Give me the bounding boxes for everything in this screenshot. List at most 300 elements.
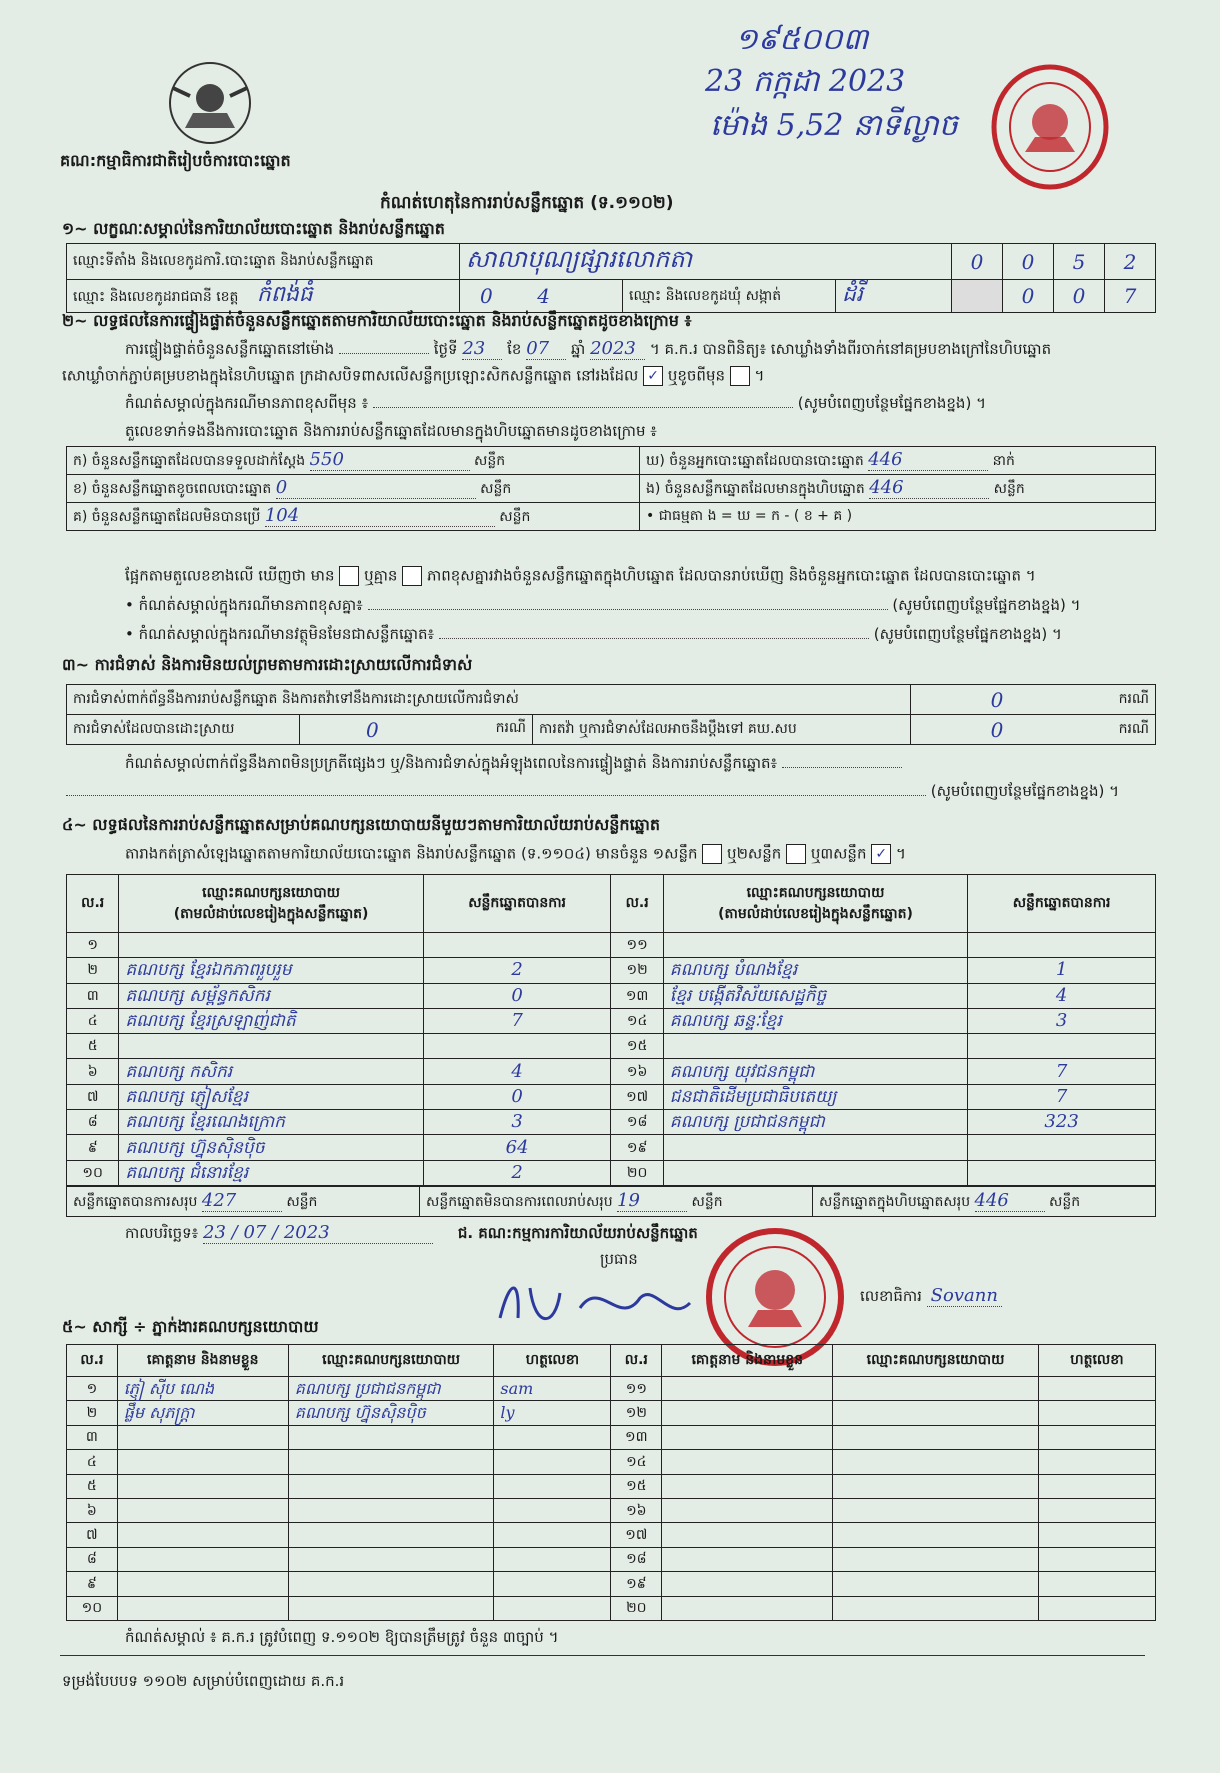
row-number: ៣ <box>67 983 119 1008</box>
table-row <box>67 1059 1156 1084</box>
secretary-line <box>860 1285 1002 1309</box>
party-name: គណបក្ស បំណងខ្មែរ <box>663 958 967 983</box>
complaint-label: ការជំទាស់ពាក់ព័ន្ធនឹងការរាប់សន្លឹកឆ្នោត និងការតវ៉ាទៅនឹងការដោះស្រាយលើការជំទាស់ <box>67 685 911 715</box>
row-number: ៦ <box>67 1498 118 1522</box>
witness-party <box>833 1377 1039 1401</box>
col-party-subtitle: (តាមលំដាប់លេខរៀងក្នុងសន្លឹកឆ្នោត) <box>718 905 913 922</box>
time-field <box>339 353 429 354</box>
witness-signature <box>494 1450 611 1474</box>
unit-label: នាក់ <box>992 453 1015 469</box>
witness-signature <box>494 1572 611 1596</box>
witness-party <box>833 1596 1039 1620</box>
secretary-signature: Sovann <box>927 1285 1002 1307</box>
location-code-digit: 5 <box>1054 244 1105 280</box>
witness-signature <box>1038 1474 1155 1498</box>
row-number: ១១ <box>611 933 663 958</box>
form-title: កំណត់ហេតុនៃការរាប់សន្លឹកឆ្នោត (ទ.១១០២) <box>380 193 674 213</box>
row-number: ១៣ <box>611 983 663 1008</box>
province-code-digit: 4 <box>537 284 550 308</box>
witness-signature <box>494 1498 611 1522</box>
foreign-object-bullet <box>125 625 1165 647</box>
witness-party <box>288 1425 494 1449</box>
received-ballots-row <box>67 447 640 475</box>
unit-label: សន្លឹក <box>480 481 512 497</box>
ballot-figures-table <box>66 446 1156 531</box>
party-name: គណបក្ស ប្រជាជនកម្ពុជា <box>663 1110 967 1135</box>
witness-name: ភ្ញៀ ស៊ីប ណេង <box>117 1377 288 1401</box>
total-valid-cell <box>67 1187 420 1217</box>
row-number: ៥ <box>67 1034 119 1059</box>
witness-party <box>833 1474 1039 1498</box>
vote-count: 7 <box>968 1084 1156 1109</box>
appeal-label: ការតវ៉ា ឬការជំទាស់ដែលអាចនឹងប្ដឹងទៅ គឃ.សប <box>533 715 911 745</box>
witness-name <box>117 1474 288 1498</box>
discrepancy-line <box>125 566 1036 589</box>
fill-back-note: (សូមបំពេញបន្ថែមផ្នែកខាងខ្នង) ។ <box>873 625 1062 643</box>
voters-row <box>640 447 1156 475</box>
row-number: ៤ <box>67 1450 118 1474</box>
unused-ballots-value: 104 <box>265 505 495 527</box>
col-party-title: ឈ្មោះគណបក្សនយោបាយ <box>202 884 340 901</box>
row-number: ១៥ <box>611 1474 662 1498</box>
row-number: ៣ <box>67 1425 118 1449</box>
appeal-value: 0 <box>911 715 1084 745</box>
seal-text: សោឃ្លាំចាក់ភ្ជាប់គម្របខាងក្នុងនៃហិបឆ្នោត ក្រដាសបិទពាសលើសន្លឹកប្រឡោះសិកសន្លឹកឆ្នោត នៅរងដែល <box>62 366 639 385</box>
total-valid-value: 427 <box>202 1190 282 1212</box>
discrepancy-label: ផ្អែកតាមតួលេខខាងលើ ឃើញថា មាន <box>125 566 335 585</box>
commune-label: ឈ្មោះ និងលេខកូដឃុំ សង្កាត់ <box>623 280 836 313</box>
witness-name <box>662 1498 833 1522</box>
party-name: គណបក្ស ឆន្ទៈខ្មែរ <box>663 1008 967 1033</box>
section-4-heading: ៤~ លទ្ធផលនៃការរាប់សន្លឹកឆ្នោតសម្រាប់គណបក្សនយោបាយនីមួយៗតាមការិយាល័យរាប់សន្លឹកឆ្នោត <box>62 815 661 834</box>
year-label: ឆ្នាំ <box>570 340 586 358</box>
commune-code-digit: 0 <box>1003 280 1054 313</box>
witness-name <box>117 1596 288 1620</box>
vote-count: 7 <box>423 1008 611 1033</box>
party-name: គណបក្ស ខ្មែរស្រឡាញ់ជាតិ <box>119 1008 423 1033</box>
difference-note-line <box>125 394 1165 416</box>
row-number: ១៦ <box>611 1498 662 1522</box>
party-name: គណបក្ស ហ្វ៊ុនស៊ិនប៉ិច <box>119 1135 423 1160</box>
witness-signature <box>1038 1547 1155 1571</box>
row-number: ១៨ <box>611 1547 662 1571</box>
no-discrepancy-label: ឬគ្មាន <box>364 566 398 585</box>
witness-party <box>288 1547 494 1571</box>
vote-count: 2 <box>423 958 611 983</box>
tally-sheets-line: តារាងកត់ត្រាសំឡេងឆ្នោតតាមការិយាល័យបោះឆ្នោត និងរាប់សន្លឹកឆ្នោត (ទ.១១០៤) មានចំនួន ១សន្លឹក ឬ២សន្លឹក ឬ៣សន្លឹក ✓ ។ <box>125 844 906 863</box>
witness-name <box>662 1474 833 1498</box>
witness-signature <box>1038 1401 1155 1425</box>
results-body <box>67 933 1156 1186</box>
verification-text: ។ គ.ក.រ បានពិនិត្យ៖ សោឃ្លាំងទាំងពីរចាក់នៅគម្របខាងក្រៅនៃហិបឆ្នោត <box>649 340 1052 358</box>
witness-name <box>117 1498 288 1522</box>
total-box-cell <box>813 1187 1156 1217</box>
table-row <box>67 983 1156 1008</box>
intact-checkbox[interactable]: ✓ <box>643 366 663 386</box>
witness-name <box>662 1425 833 1449</box>
row-number: ១៧ <box>611 1523 662 1547</box>
witness-name <box>662 1523 833 1547</box>
witness-party <box>288 1498 494 1522</box>
witness-party: គណបក្ស ហ្វ៊ុនស៊ិនប៉ិច <box>288 1401 494 1425</box>
witness-body <box>67 1377 1156 1621</box>
verification-label: ការផ្ទៀងផ្ទាត់ចំនួនសន្លឹកឆ្នោតនៅម៉ោង <box>125 340 335 358</box>
witness-name: ផ្លឹម សុភក្ត្រា <box>117 1401 288 1425</box>
row-number: ៩ <box>67 1135 119 1160</box>
section-2-heading: ២~ លទ្ធផលនៃការផ្ទៀងផ្ទាត់ចំនួនសន្លឹកឆ្នោតតាមការិយាល័យបោះឆ្នោត និងរាប់សន្លឹកឆ្នោតដូចខាងក្រោម ៖ <box>62 311 692 330</box>
commune-code-blank <box>952 280 1003 313</box>
location-code-digit: 0 <box>952 244 1003 280</box>
witness-party <box>288 1523 494 1547</box>
party-name: គណបក្ស យុវជនកម្ពុជា <box>663 1059 967 1084</box>
row-number: ១៤ <box>611 1008 663 1033</box>
witness-party <box>833 1401 1039 1425</box>
vote-count: 3 <box>423 1110 611 1135</box>
location-name-label: ឈ្មោះទីតាំង និងលេខកូដការិ.បោះឆ្នោត និងរាប់សន្លឹកឆ្នោត <box>67 244 460 280</box>
vote-count <box>968 933 1156 958</box>
unit-label: សន្លឹក <box>1048 1194 1081 1210</box>
row-number: ១៣ <box>611 1425 662 1449</box>
spoiled-ballots-value: 0 <box>276 477 476 499</box>
vote-count: 4 <box>423 1059 611 1084</box>
row-number: ៦ <box>67 1059 119 1084</box>
unit-label: សន្លឹក <box>474 453 506 469</box>
received-ballots-label: ក) ចំនួនសន្លឹកឆ្នោតដែលបានទទួលដាក់ស្ដែង <box>73 453 306 469</box>
table-row <box>67 1008 1156 1033</box>
vote-count: 3 <box>968 1008 1156 1033</box>
commune-code-digit: 7 <box>1105 280 1156 313</box>
col-sign-header: ហត្ថលេខា <box>1038 1345 1155 1377</box>
location-table <box>66 243 1156 313</box>
col-name-header: គោត្តនាម និងនាមខ្លួន <box>662 1345 833 1377</box>
footer-form-label: ទម្រង់បែបបទ ១១០២ សម្រាប់បំពេញដោយ គ.ក.រ <box>62 1672 345 1690</box>
footer-note: កំណត់សម្គាល់ ៖ គ.ក.រ ត្រូវបំពេញ ទ.១១០២ ឱ្យបានត្រឹមត្រូវ ចំនួន ៣ច្បាប់ ។ <box>125 1628 559 1646</box>
case-unit: ករណី <box>495 719 526 736</box>
witness-party <box>288 1474 494 1498</box>
table-row <box>67 1084 1156 1109</box>
three-sheets-label: ឬ៣សន្លឹក <box>810 844 867 863</box>
row-number: ៨ <box>67 1110 119 1135</box>
resolved-cell <box>300 715 533 745</box>
unused-ballots-row <box>67 503 640 531</box>
resolved-label: ការជំទាស់ដែលបានដោះស្រាយ <box>67 715 300 745</box>
row-number: ១២ <box>611 1401 662 1425</box>
row-number: ១ <box>67 933 119 958</box>
row-number: ១៩ <box>611 1572 662 1596</box>
witness-party <box>833 1547 1039 1571</box>
witness-name <box>117 1523 288 1547</box>
province-code-digit: 0 <box>480 284 493 308</box>
witness-party: គណបក្ស ប្រជាជនកម្ពុជា <box>288 1377 494 1401</box>
location-name-value: សាលាបុណ្យផ្សារលោកតា <box>460 244 952 280</box>
ballots-in-box-value: 446 <box>869 477 989 499</box>
ballots-in-box-row <box>640 475 1156 503</box>
table-row <box>67 1425 1156 1449</box>
voters-value: 446 <box>868 449 988 471</box>
resolved-value: 0 <box>366 717 379 742</box>
one-sheet-checkbox[interactable] <box>702 844 722 864</box>
total-invalid-label: សន្លឹកឆ្នោតមិនបានការពេលរាប់សរុប <box>426 1194 613 1210</box>
committee-label: ជ. គណ:កម្មការការិយាល័យរាប់សន្លឹកឆ្នោត <box>457 1224 698 1242</box>
case-unit: ករណី <box>1083 715 1156 745</box>
date-value: 23 / 07 / 2023 <box>203 1222 433 1244</box>
row-number: ១០ <box>67 1596 118 1620</box>
witness-table <box>66 1344 1156 1621</box>
row-number: ១១ <box>611 1377 662 1401</box>
col-name-header: គោត្តនាម និងនាមខ្លួន <box>117 1345 288 1377</box>
witness-signature <box>494 1596 611 1620</box>
table-row <box>67 1547 1156 1571</box>
witness-name <box>117 1450 288 1474</box>
damaged-checkbox[interactable] <box>730 366 750 386</box>
witness-signature <box>1038 1377 1155 1401</box>
foreign-object-label: • កំណត់សម្គាល់ក្នុងករណីមានវត្ថុមិនមែនជាសន្លឹកឆ្នោត៖ <box>125 625 435 643</box>
footer-divider <box>60 1655 1145 1656</box>
foreign-object-field[interactable] <box>439 638 869 639</box>
witness-signature: ly <box>494 1401 611 1425</box>
row-number: ៥ <box>67 1474 118 1498</box>
date-label: កាលបរិច្ឆេទ៖ <box>125 1224 199 1242</box>
party-name: គណបក្ស កសិករ <box>119 1059 423 1084</box>
col-party-header: ឈ្មោះគណបក្សនយោបាយ <box>833 1345 1039 1377</box>
witness-party <box>288 1596 494 1620</box>
section-5-heading: ៥~ សាក្សី ÷ ភ្នាក់ងារគណបក្សនយោបាយ <box>62 1317 319 1336</box>
difference-bullet-label: • កំណត់សម្គាល់ក្នុងករណីមានភាពខុសគ្នា៖ <box>125 596 363 614</box>
row-number: ៧ <box>67 1523 118 1547</box>
vote-count: 323 <box>968 1110 1156 1135</box>
discrepancy-text: ភាពខុសគ្នារវាងចំនួនសន្លឹកឆ្នោតក្នុងហិបឆ្នោត ដែលបានរាប់ឃើញ និងចំនួនអ្នកបោះឆ្នោត ដែលបានបោះឆ្នោត ។ <box>426 566 1036 585</box>
unit-label: សន្លឹក <box>286 1194 318 1210</box>
witness-signature <box>1038 1498 1155 1522</box>
vote-count <box>423 1034 611 1059</box>
has-discrepancy-checkbox[interactable] <box>339 566 359 586</box>
three-sheets-checkbox[interactable]: ✓ <box>871 844 891 864</box>
table-row <box>67 1034 1156 1059</box>
vote-count: 0 <box>423 1084 611 1109</box>
col-no-header: ល.រ <box>67 1345 118 1377</box>
row-number: ១ <box>67 1377 118 1401</box>
province-code <box>460 280 623 313</box>
witness-name <box>662 1401 833 1425</box>
section-1-heading: ១~ លក្ខណៈសម្គាល់នៃការិយាល័យបោះឆ្នោត និងរាប់សន្លឹកឆ្នោត <box>62 219 445 238</box>
witness-signature <box>1038 1572 1155 1596</box>
row-number: ១៨ <box>611 1110 663 1135</box>
row-number: ៩ <box>67 1572 118 1596</box>
witness-party <box>833 1450 1039 1474</box>
vote-count: 64 <box>423 1135 611 1160</box>
row-number: ២ <box>67 958 119 983</box>
vote-count: 1 <box>968 958 1156 983</box>
table-row <box>67 1474 1156 1498</box>
nec-logo-icon <box>165 58 255 148</box>
witness-party <box>833 1425 1039 1449</box>
party-name: ខ្មែរ បង្កើតវិស័យសេដ្ឋកិច្ច <box>663 983 967 1008</box>
witness-name <box>662 1377 833 1401</box>
witness-signature <box>1038 1596 1155 1620</box>
witness-name <box>117 1425 288 1449</box>
spoiled-ballots-label: ខ) ចំនួនសន្លឹកឆ្នោតខូចពេលបោះឆ្នោត <box>73 481 272 497</box>
table-row <box>67 1450 1156 1474</box>
row-number: ១៧ <box>611 1084 663 1109</box>
committee-name: គណ:កម្មាធិការជាតិរៀបចំការបោះឆ្នោត <box>60 151 291 170</box>
witness-party <box>288 1450 494 1474</box>
party-name <box>663 933 967 958</box>
witness-party <box>833 1523 1039 1547</box>
row-number: ២០ <box>611 1596 662 1620</box>
table-row <box>67 1523 1156 1547</box>
table-row <box>67 1596 1156 1620</box>
party-name: គណបក្ស ខ្មែរឯកភាពរួបរួម <box>119 958 423 983</box>
party-name <box>663 1034 967 1059</box>
table-row <box>67 1377 1156 1401</box>
month-label: ខែ <box>507 340 522 358</box>
col-party-header: ឈ្មោះគណបក្សនយោបាយ <box>288 1345 494 1377</box>
unit-label: សន្លឹក <box>499 509 531 525</box>
row-number: ៨ <box>67 1547 118 1571</box>
total-invalid-value: 19 <box>617 1190 687 1212</box>
party-name: គណបក្ស ខ្មែរណេងក្រោក <box>119 1110 423 1135</box>
difference-note-label: កំណត់សម្គាល់ក្នុងករណីមានភាពខុសពីមុន ៖ <box>125 394 369 412</box>
province-value: កំពង់ធំ <box>256 282 313 307</box>
handwritten-time: ម៉ោង 5,52 នាទីល្ងាច <box>710 108 958 143</box>
witness-name <box>117 1572 288 1596</box>
province-row <box>67 280 460 313</box>
irregularities-note-field-2[interactable] <box>66 795 926 796</box>
section-3-heading: ៣~ ការជំទាស់ និងការមិនយល់ព្រមតាមការដោះស្រាយលើការជំទាស់ <box>62 655 473 674</box>
total-box-value: 446 <box>975 1190 1045 1212</box>
fill-back-note: (សូមបំពេញបន្ថែមផ្នែកខាងខ្នង) ។ <box>797 394 986 412</box>
tally-sheets-label: តារាងកត់ត្រាសំឡេងឆ្នោតតាមការិយាល័យបោះឆ្នោត និងរាប់សន្លឹកឆ្នោត (ទ.១១០៤) មានចំនួន ១សន្លឹក <box>125 844 698 863</box>
irregularities-note-field[interactable] <box>782 767 902 768</box>
row-number: ៤ <box>67 1008 119 1033</box>
irregularities-note-line <box>125 754 902 776</box>
year-value: 2023 <box>590 338 645 360</box>
col-votes-header: សន្លឹកឆ្នោតបានការ <box>423 875 611 933</box>
difference-note-field[interactable] <box>373 407 793 408</box>
row-number: ១៦ <box>611 1059 663 1084</box>
witness-signature <box>494 1547 611 1571</box>
witness-signature <box>1038 1425 1155 1449</box>
table-row <box>67 958 1156 983</box>
official-stamp-icon <box>990 62 1110 192</box>
handwritten-date: 23 កក្កដា 2023 <box>705 64 906 99</box>
complaints-table <box>66 684 1156 745</box>
vote-count: 2 <box>423 1160 611 1185</box>
col-party-subtitle: (តាមលំដាប់លេខរៀងក្នុងសន្លឹកឆ្នោត) <box>173 905 369 922</box>
secretary-label: លេខាធិការ <box>860 1287 922 1305</box>
party-name <box>119 1034 423 1059</box>
col-party-header <box>663 875 967 933</box>
no-discrepancy-checkbox[interactable] <box>402 566 422 586</box>
two-sheets-label: ឬ២សន្លឹក <box>727 844 782 863</box>
witness-signature: sam <box>494 1377 611 1401</box>
witness-name <box>662 1450 833 1474</box>
party-name: គណបក្ស ភ្ញៀសខ្មែរ <box>119 1084 423 1109</box>
col-votes-header: សន្លឹកឆ្នោតបានការ <box>968 875 1156 933</box>
party-name: គណបក្ស ជំនោរខ្មែរ <box>119 1160 423 1185</box>
table-row <box>67 1135 1156 1160</box>
col-no-header: ល.រ <box>611 875 663 933</box>
damaged-label: ឬខូចពីមុន <box>667 366 725 385</box>
fill-back-note: (សូមបំពេញបន្ថែមផ្នែកខាងខ្នង) ។ <box>930 782 1120 800</box>
party-name: ជនជាតិដើមប្រជាធិបតេយ្យ <box>663 1084 967 1109</box>
difference-bullet <box>125 596 1165 618</box>
results-table <box>66 874 1156 1186</box>
col-no-header: ល.រ <box>611 1345 662 1377</box>
total-valid-label: សន្លឹកឆ្នោតបានការសរុប <box>73 1194 198 1210</box>
voters-label: ឃ) ចំនួនអ្នកបោះឆ្នោតដែលបានបោះឆ្នោត <box>646 453 864 469</box>
witness-signature <box>1038 1523 1155 1547</box>
received-ballots-value: 550 <box>310 449 470 471</box>
col-no-header: ល.រ <box>67 875 119 933</box>
row-number: ១៤ <box>611 1450 662 1474</box>
witness-signature <box>1038 1450 1155 1474</box>
month-value: 07 <box>526 338 566 360</box>
witness-party <box>288 1572 494 1596</box>
total-invalid-cell <box>420 1187 813 1217</box>
formula: • ជាធម្មតា ង = ឃ = ក - ( ខ + គ ) <box>640 503 1156 531</box>
unused-ballots-label: គ) ចំនួនសន្លឹកឆ្នោតដែលមិនបានប្រើ <box>73 509 261 525</box>
row-number: ១០ <box>67 1160 119 1185</box>
witness-name <box>662 1572 833 1596</box>
figures-intro: តួលេខទាក់ទងនឹងការបោះឆ្នោត និងការរាប់សន្លឹកឆ្នោតដែលមានក្នុងហិបឆ្នោតមានដូចខាងក្រោម ៖ <box>125 422 657 440</box>
date-line <box>125 1222 698 1246</box>
row-number: ២ <box>67 1401 118 1425</box>
handwritten-code: ១៩៥០០៣ <box>735 22 869 57</box>
row-number: ២០ <box>611 1160 663 1185</box>
fill-back-note: (សូមបំពេញបន្ថែមផ្នែកខាងខ្នង) ។ <box>892 596 1081 614</box>
difference-bullet-field[interactable] <box>368 609 888 610</box>
verification-time-line <box>125 338 1051 362</box>
total-box-label: សន្លឹកឆ្នោតក្នុងហិបឆ្នោតសរុប <box>819 1194 971 1210</box>
row-number: ៧ <box>67 1084 119 1109</box>
chair-signature-icon <box>490 1268 720 1338</box>
witness-name <box>662 1596 833 1620</box>
seal-line: សោឃ្លាំចាក់ភ្ជាប់គម្របខាងក្នុងនៃហិបឆ្នោត ក្រដាសបិទពាសលើសន្លឹកប្រឡោះសិកសន្លឹកឆ្នោត នៅរងដែល ✓ ឬខូចពីមុន ។ <box>62 366 765 385</box>
ballots-in-box-label: ង) ចំនួនសន្លឹកឆ្នោតដែលមានក្នុងហិបឆ្នោត <box>646 481 865 497</box>
party-name <box>119 933 423 958</box>
location-code-digit: 2 <box>1105 244 1156 280</box>
witness-party <box>833 1498 1039 1522</box>
vote-count <box>968 1135 1156 1160</box>
day-value: 23 <box>462 338 502 360</box>
witness-signature <box>494 1523 611 1547</box>
commune-value: ដំរី <box>836 280 952 313</box>
two-sheets-checkbox[interactable] <box>786 844 806 864</box>
row-number: ១៩ <box>611 1135 663 1160</box>
witness-party <box>833 1572 1039 1596</box>
witness-name <box>662 1547 833 1571</box>
totals-table <box>66 1186 1156 1217</box>
vote-count: 4 <box>968 983 1156 1008</box>
party-name: គណបក្ស សម្ព័ន្ធកសិករ <box>119 983 423 1008</box>
vote-count: 7 <box>968 1059 1156 1084</box>
table-row <box>67 1160 1156 1185</box>
vote-count: 0 <box>423 983 611 1008</box>
vote-count <box>423 933 611 958</box>
table-row <box>67 933 1156 958</box>
vote-count <box>968 1034 1156 1059</box>
party-name <box>663 1135 967 1160</box>
row-number: ១២ <box>611 958 663 983</box>
table-row <box>67 1110 1156 1135</box>
witness-name <box>117 1547 288 1571</box>
commune-code-digit: 0 <box>1054 280 1105 313</box>
unit-label: សន្លឹក <box>993 481 1025 497</box>
col-sign-header: ហត្ថលេខា <box>494 1345 611 1377</box>
table-row <box>67 1572 1156 1596</box>
witness-signature <box>494 1474 611 1498</box>
